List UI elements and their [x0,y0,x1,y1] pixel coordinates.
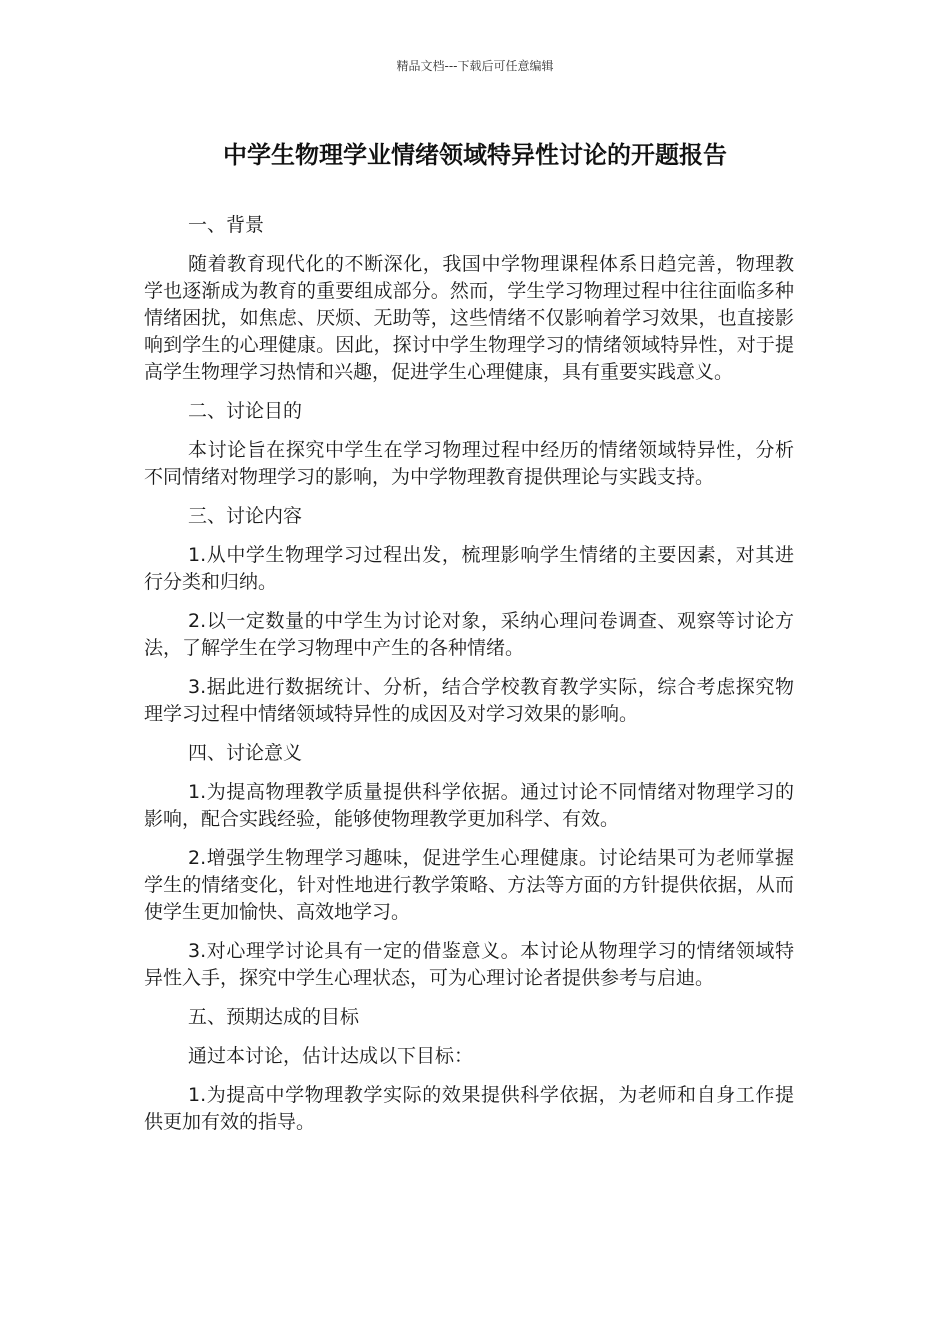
paragraph-significance-item-2: 2.增强学生物理学习趣味，促进学生心理健康。讨论结果可为老师掌握学生的情绪变化，针对性地进行教学策略、方法等方面的方针提供依据，从而使学生更加愉快、高效地学习。 [144,847,794,923]
paragraph-purpose: 本讨论旨在探究中学生在学习物理过程中经历的情绪领域特异性，分析不同情绪对物理学习的影响，为中学物理教育提供理论与实践支持。 [144,439,794,488]
document-title: 中学生物理学业情绪领域特异性讨论的开题报告 [223,141,727,169]
paragraph-significance-item-1: 1.为提高物理教学质量提供科学依据。通过讨论不同情绪对物理学习的影响，配合实践经验，能够使物理教学更加科学、有效。 [144,781,794,830]
document-body [144,212,794,1148]
section-heading-goals: 五、预期达成的目标 [188,1006,360,1028]
paragraph-content-item-3: 3.据此进行数据统计、分析，结合学校教育教学实际，综合考虑探究物理学习过程中情绪领域特异性的成因及对学习效果的影响。 [144,676,794,725]
paragraph-background: 随着教育现代化的不断深化，我国中学物理课程体系日趋完善，物理教学也逐渐成为教育的重要组成部分。然而，学生学习物理过程中往往面临多种情绪困扰，如焦虑、厌烦、无助等，这些情绪不仅影响着学习效果，也直接影响到学生的心理健康。因此，探讨中学生物理学习的情绪领域特异性，对于提高学生物理学习热情和兴趣，促进学生心理健康，具有重要实践意义。 [144,253,794,383]
paragraph-goals-item-1: 1.为提高中学物理教学实际的效果提供科学依据，为老师和自身工作提供更加有效的指导。 [144,1084,794,1133]
page-header-note: 精品文档---下载后可任意编辑 [396,59,554,73]
section-heading-content: 三、讨论内容 [188,505,303,527]
paragraph-content-item-2: 2.以一定数量的中学生为讨论对象，采纳心理问卷调查、观察等讨论方法，了解学生在学习物理中产生的各种情绪。 [144,610,794,659]
section-heading-purpose: 二、讨论目的 [188,400,303,422]
paragraph-goals-intro: 通过本讨论，估计达成以下目标： [188,1045,474,1067]
section-heading-background: 一、背景 [188,214,265,236]
paragraph-content-item-1: 1.从中学生物理学习过程出发，梳理影响学生情绪的主要因素，对其进行分类和归纳。 [144,544,794,593]
section-heading-significance: 四、讨论意义 [188,742,303,764]
paragraph-significance-item-3: 3.对心理学讨论具有一定的借鉴意义。本讨论从物理学习的情绪领域特异性入手，探究中学生心理状态，可为心理讨论者提供参考与启迪。 [144,940,794,989]
